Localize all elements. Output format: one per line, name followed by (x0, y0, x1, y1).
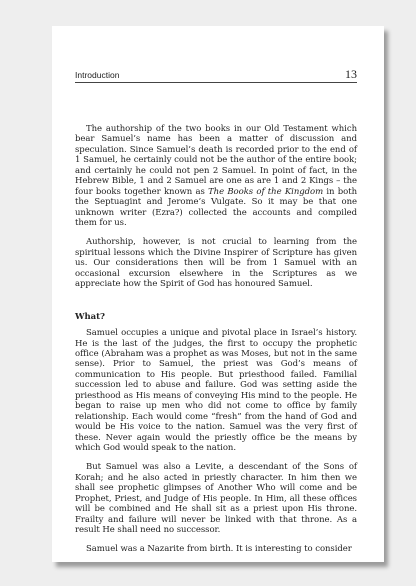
chapter-title: Introduction (75, 70, 120, 80)
section-heading: What? (75, 311, 105, 322)
body-text (75, 124, 357, 564)
paragraph-unique-place: Samuel occupies a unique and pivotal place in Israel’s history. He is the last of the judges, the first to occupy the prophetic office (Abraham was a prophet as was Moses, but not in the same sense). Prior to Samuel, the priest was God’s means of communication to His people. But priesthood failed. Familial succession led to abuse and failure. God was setting aside the priesthood as His means of conveying His mind to the people. He began to raise up men who did not come to office by family relationship. Each would come “fresh” from the hand of God and would be His voice to the nation. Samuel was the very first of these. Never again would the priestly office be the means by which God would speak to the nation. (75, 328, 357, 454)
paragraph-levite: But Samuel was also a Levite, a descendant of the Sons of Korah; and he also acted in priestly character. In him then we shall see prophetic glimpses of Another Who will come and be Prophet, Priest, and Judge of His people. In Him, all these offices will be combined and He shall sit as a priest upon His throne. Frailty and failure will never be linked with that throne. As a result He shall need no successor. (75, 462, 357, 535)
book-title-italic: The Books of the Kingdom (208, 186, 324, 197)
paragraph-nazarite: Samuel was a Nazarite from birth. It is interesting to consider (86, 544, 352, 555)
book-page (52, 26, 384, 562)
page-number: 13 (345, 67, 357, 81)
running-header (75, 68, 357, 83)
paragraph-authorship: The authorship of the two books in our Old Testament which bear Samuel’s name has been a matter of discussion and speculation. Since Samuel’s death is recorded prior to the end of 1 Samuel, he certainly could not be the author of the entire book; and certainly he could not pen 2 Samuel. In point of fact, in the Hebrew Bible, 1 and 2 Samuel are one as are 1 and 2 Kings – the four books together known as The Books of the Kingdom in both the Septuagint and Jerome’s Vulgate. So it may be that one unknown writer (Ezra?) collected the accounts and compiled them for us. (75, 124, 357, 229)
paragraph-inspiration: Authorship, however, is not crucial to learning from the spiritual lessons which the Divine Inspirer of Scripture has given us. Our considerations then will be from 1 Samuel with an occasional excursion elsewhere in the Scriptures as we appreciate how the Spirit of God has honoured Samuel. (75, 237, 357, 290)
